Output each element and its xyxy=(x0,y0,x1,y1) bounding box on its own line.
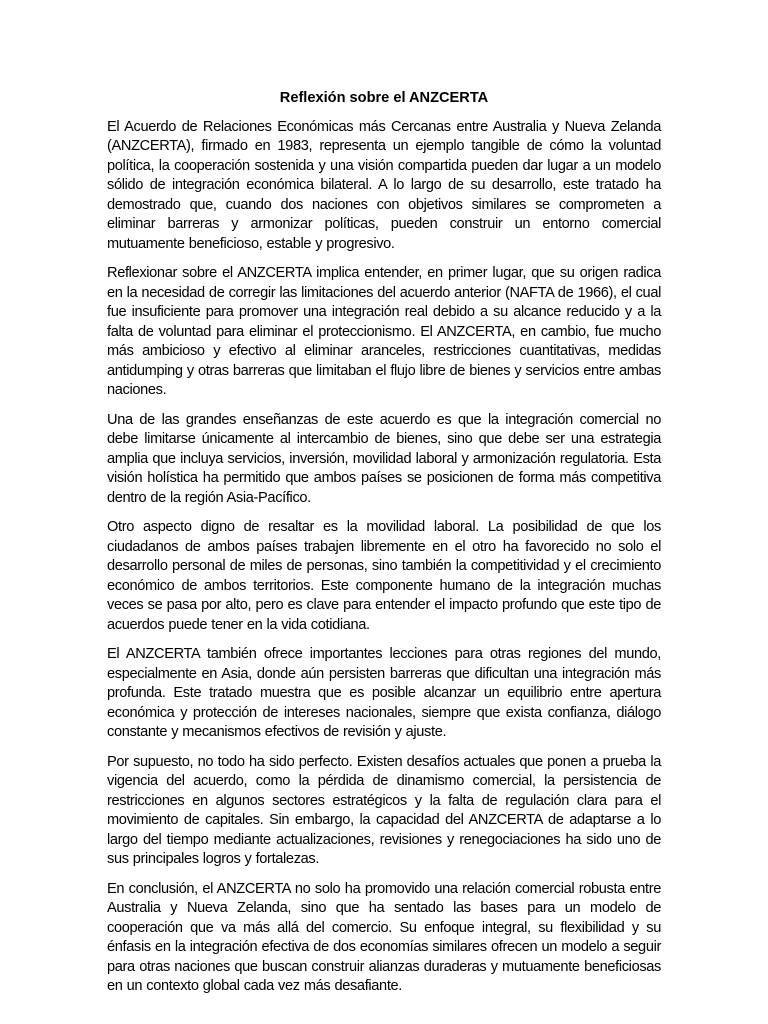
paragraph-3: Una de las grandes enseñanzas de este acuerdo es que la integración comercial no debe limitarse únicamente al intercambio de bienes, sino que debe ser una estrategia amplia que incluya servicios, inversión, movilidad laboral y armonización regulatoria. Esta visión holística ha permitido que ambos países se posicionen de forma más competitiva dentro de la región Asia-Pacífico. xyxy=(107,411,661,506)
document-title: Reflexión sobre el ANZCERTA xyxy=(279,90,489,106)
document-page xyxy=(107,89,661,997)
paragraph-1: El Acuerdo de Relaciones Económicas más Cercanas entre Australia y Nueva Zelanda (ANZCERTA), firmado en 1983, representa un ejemplo tangible de cómo la voluntad política, la cooperación sostenida y una visión compartida pueden dar lugar a un modelo sólido de integración económica bilateral. A lo largo de su desarrollo, este tratado ha demostrado que, cuando dos naciones con objetivos similares se comprometen a eliminar barreras y armonizar políticas, pueden construir un entorno comercial mutuamente beneficioso, estable y progresivo. xyxy=(107,118,661,252)
paragraph-7: En conclusión, el ANZCERTA no solo ha promovido una relación comercial robusta entre Australia y Nueva Zelanda, sino que ha sentado las bases para un modelo de cooperación que va más allá del comercio. Su enfoque integral, su flexibilidad y su énfasis en la integración efectiva de dos economías similares ofrecen un modelo a seguir para otras naciones que buscan construir alianzas duraderas y mutuamente beneficiosas en un contexto global cada vez más desafiante. xyxy=(107,880,661,994)
paragraph-4: Otro aspecto digno de resaltar es la movilidad laboral. La posibilidad de que los ciudadanos de ambos países trabajen libremente en el otro ha favorecido no solo el desarrollo personal de miles de personas, sino también la competitividad y el crecimiento económico de ambos territorios. Este componente humano de la integración muchas veces se pasa por alto, pero es clave para entender el impacto profundo que este tipo de acuerdos puede tener en la vida cotidiana. xyxy=(107,519,661,633)
paragraph-6: Por supuesto, no todo ha sido perfecto. Existen desafíos actuales que ponen a prueba la vigencia del acuerdo, como la pérdida de dinamismo comercial, la persistencia de restricciones en algunos sectores estratégicos y la falta de regulación clara para el movimiento de capitales. Sin embargo, la capacidad del ANZCERTA de adaptarse a lo largo del tiempo mediante actualizaciones, revisiones y renegociaciones ha sido uno de sus principales logros y fortalezas. xyxy=(107,753,661,867)
paragraph-5: El ANZCERTA también ofrece importantes lecciones para otras regiones del mundo, especialmente en Asia, donde aún persisten barreras que dificultan una integración más profunda. Este tratado muestra que es posible alcanzar un equilibrio entre apertura económica y protección de intereses nacionales, siempre que exista confianza, diálogo constante y mecanismos efectivos de revisión y ajuste. xyxy=(107,646,661,740)
paragraph-2: Reflexionar sobre el ANZCERTA implica entender, en primer lugar, que su origen radica en la necesidad de corregir las limitaciones del acuerdo anterior (NAFTA de 1966), el cual fue insuficiente para promover una integración real debido a su alcance reducido y a la falta de voluntad para eliminar el proteccionismo. El ANZCERTA, en cambio, fue mucho más ambicioso y efectivo al eliminar aranceles, restricciones cuantitativas, medidas antidumping y otras barreras que limitaban el flujo libre de bienes y servicios entre ambas naciones. xyxy=(107,265,661,398)
